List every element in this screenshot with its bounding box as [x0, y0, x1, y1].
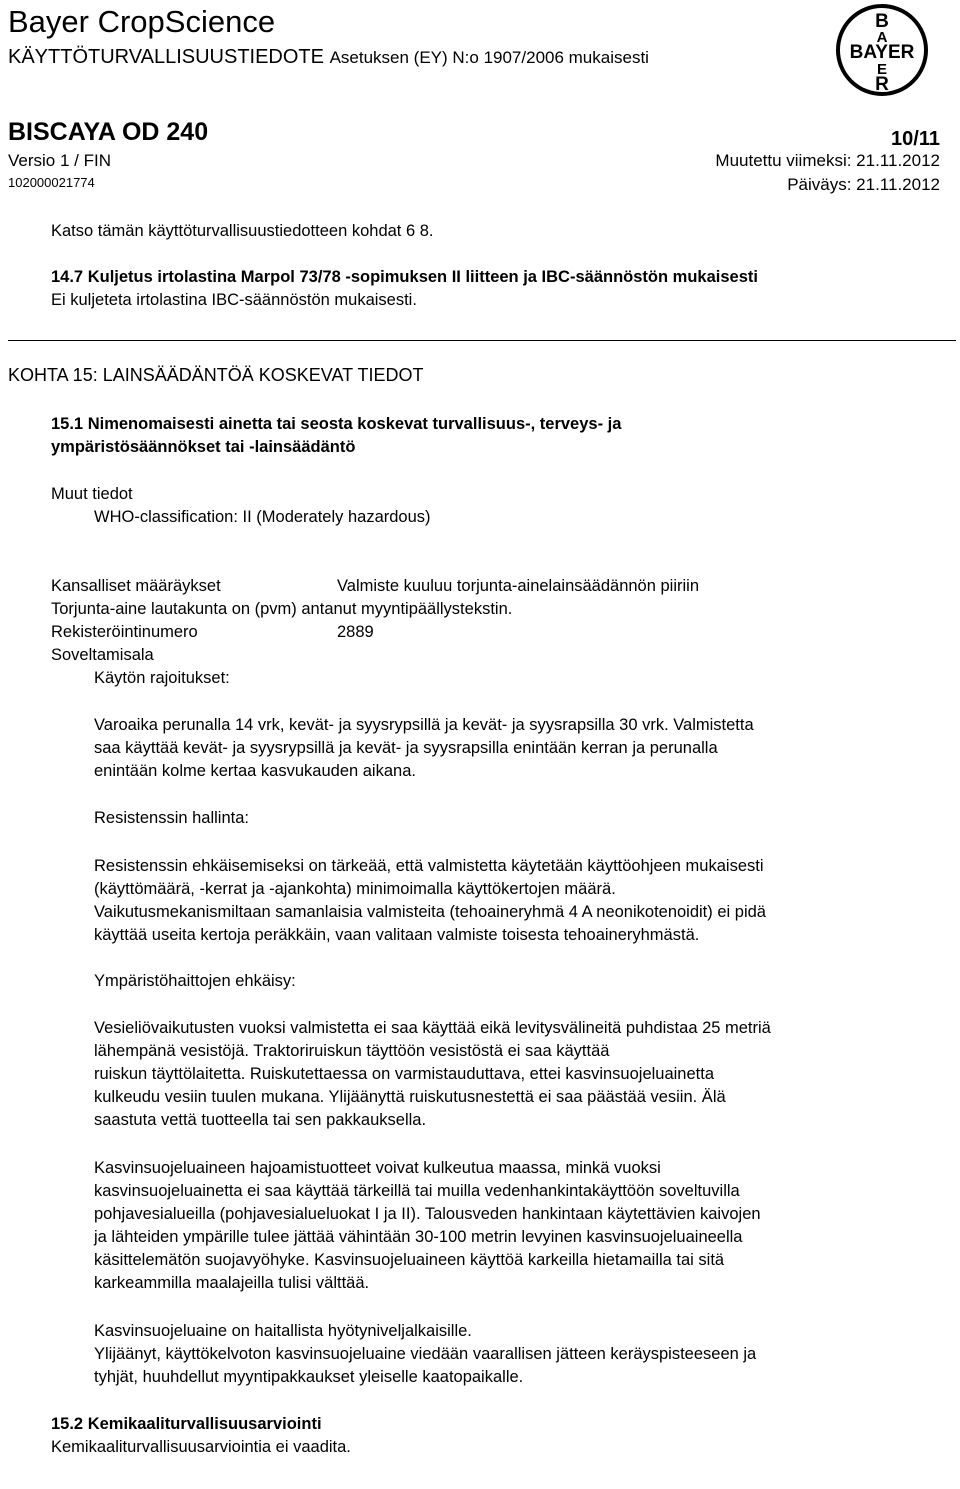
disposal-text-line: Kasvinsuojeluaine on haitallista hyötyniveljalkaisille. [94, 1322, 472, 1340]
product-name: BISCAYA OD 240 [8, 118, 209, 146]
disposal-text-line: Ylijäänyt, käyttökelvoton kasvinsuojeluaine viedään vaarallisen jätteen keräyspisteeseen ja [94, 1345, 757, 1363]
section-15-2-heading: 15.2 Kemikaaliturvallisuusarviointi [51, 1415, 322, 1433]
restriction-text-line: Varoaika perunalla 14 vrk, kevät- ja syysrypsillä ja kevät- ja syysrapsilla 30 vrk. Valmistetta [94, 716, 754, 734]
see-sections-note: Katso tämän käyttöturvallisuustiedotteen kohdat 6 8. [51, 222, 434, 240]
logo-letter-lower: E [876, 61, 888, 78]
groundwater-text-line: ja lähteiden ympärille tulee jättää vähintään 30-100 metrin levyinen kasvinsuojeluaineella [94, 1228, 743, 1246]
document-type: KÄYTTÖTURVALLISUUSTIEDOTE [8, 46, 324, 68]
environmental-protection-label: Ympäristöhaittojen ehkäisy: [94, 972, 296, 990]
section-15-1-heading-cont: ympäristösäännökset tai -lainsäädäntö [51, 438, 356, 456]
resistance-text-line: (käyttömäärä, -kerrat ja -ajankohta) minimoimalla käyttökertojen määrä. [94, 880, 616, 898]
environment-text-line: kulkeudu vesiin tuulen mukana. Ylijäänyttä ruiskutusnestettä ei saa päästää vesiin. Älä [94, 1088, 726, 1106]
regulation-reference: Asetuksen (EY) N:o 1907/2006 mukaisesti [329, 48, 649, 67]
document-number: 102000021774 [8, 175, 95, 190]
usage-restrictions-label: Käytön rajoitukset: [94, 669, 230, 687]
restriction-text-line: enintään kolme kertaa kasvukauden aikana. [94, 762, 416, 780]
groundwater-text-line: karkeammilla maalajeilla tulisi välttää. [94, 1274, 370, 1292]
logo-middle-word: BAYER [849, 42, 915, 63]
environment-text-line: saastuta vettä tuotteella tai sen pakkauksella. [94, 1111, 427, 1129]
page-number: 10/11 [891, 128, 940, 150]
logo-letter-top: B [875, 11, 889, 32]
disposal-text-line: tyhjät, huuhdellut myyntipakkaukset yleiselle kaatopaikalle. [94, 1368, 524, 1386]
resistance-management-label: Resistenssin hallinta: [94, 809, 249, 827]
section-divider [8, 340, 956, 341]
section-15-title: KOHTA 15: LAINSÄÄDÄNTÖÄ KOSKEVAT TIEDOT [8, 365, 424, 385]
environment-text-line: lähempänä vesistöjä. Traktoriruiskun täyttöön vesistöstä ei saa käyttää [94, 1042, 610, 1060]
groundwater-text-line: käsittelemätön suojavyöhyke. Kasvinsuojeluaineen käyttöä karkeilla hietamailla tai sitä [94, 1251, 725, 1269]
environment-text-line: ruiskun täyttölaitetta. Ruiskutettaessa on varmistauduttava, ettei kasvinsuojeluainetta [94, 1065, 715, 1083]
section-14-7-heading: 14.7 Kuljetus irtolastina Marpol 73/78 -sopimuksen II liitteen ja IBC-säännöstön mukaisesti [51, 268, 758, 286]
other-info-label: Muut tiedot [51, 485, 133, 503]
resistance-text-line: Vaikutusmekanismiltaan samanlaisia valmisteita (tehoaineryhmä 4 A neonikotenoidit) ei pidä [94, 903, 766, 921]
logo-letter-bottom: R [875, 74, 889, 95]
section-15-1-heading: 15.1 Nimenomaisesti ainetta tai seosta koskevat turvallisuus-, terveys- ja [51, 415, 622, 433]
national-regulations-value: Valmiste kuuluu torjunta-ainelainsäädännön piiriin [337, 577, 700, 595]
resistance-text-line: käyttää useita kertoja peräkkäin, vaan valitaan valmiste toisesta tehoaineryhmästä. [94, 926, 700, 944]
restriction-text-line: saa käyttää kevät- ja syysrypsillä ja kevät- ja syysrapsilla enintään kerran ja perunalla [94, 739, 718, 757]
document-title [8, 44, 649, 71]
environment-text-line: Vesieliövaikutusten vuoksi valmistetta ei saa käyttää eikä levitysvälineitä puhdistaa 25 metriä [94, 1019, 771, 1037]
national-regulations-label: Kansalliset määräykset [51, 577, 221, 595]
registration-number-value: 2889 [337, 623, 374, 641]
document-date: Päiväys: 21.11.2012 [787, 175, 940, 194]
who-classification: WHO-classification: II (Moderately hazardous) [94, 508, 431, 526]
section-14-7-text: Ei kuljeteta irtolastina IBC-säännöstön mukaisesti. [51, 291, 417, 309]
groundwater-text-line: Kasvinsuojeluaineen hajoamistuotteet voivat kulkeutua maassa, minkä vuoksi [94, 1159, 661, 1177]
resistance-text-line: Resistenssin ehkäisemiseksi on tärkeää, että valmistetta käytetään käyttöohjeen mukaisesti [94, 857, 764, 875]
logo-letter-upper: A [876, 29, 888, 46]
bayer-cross-logo [834, 2, 930, 98]
groundwater-text-line: kasvinsuojeluainetta ei saa käyttää tärkeillä tai muilla vedenhankintakäyttöön soveltuvilla [94, 1182, 740, 1200]
registration-number-label: Rekisteröintinumero [51, 623, 198, 641]
approval-statement: Torjunta-aine lautakunta on (pvm) antanut myyntipäällystekstin. [51, 600, 513, 618]
last-modified: Muutettu viimeksi: 21.11.2012 [715, 151, 940, 170]
scope-label: Soveltamisala [51, 646, 154, 664]
section-15-2-text: Kemikaaliturvallisuusarviointia ei vaadita. [51, 1438, 351, 1456]
groundwater-text-line: pohjavesialueilla (pohjavesialueluokat I ja II). Talousveden hankintaan käytettävien kaivojen [94, 1205, 761, 1223]
company-name: Bayer CropScience [8, 4, 276, 39]
version-label: Versio 1 / FIN [8, 151, 111, 170]
